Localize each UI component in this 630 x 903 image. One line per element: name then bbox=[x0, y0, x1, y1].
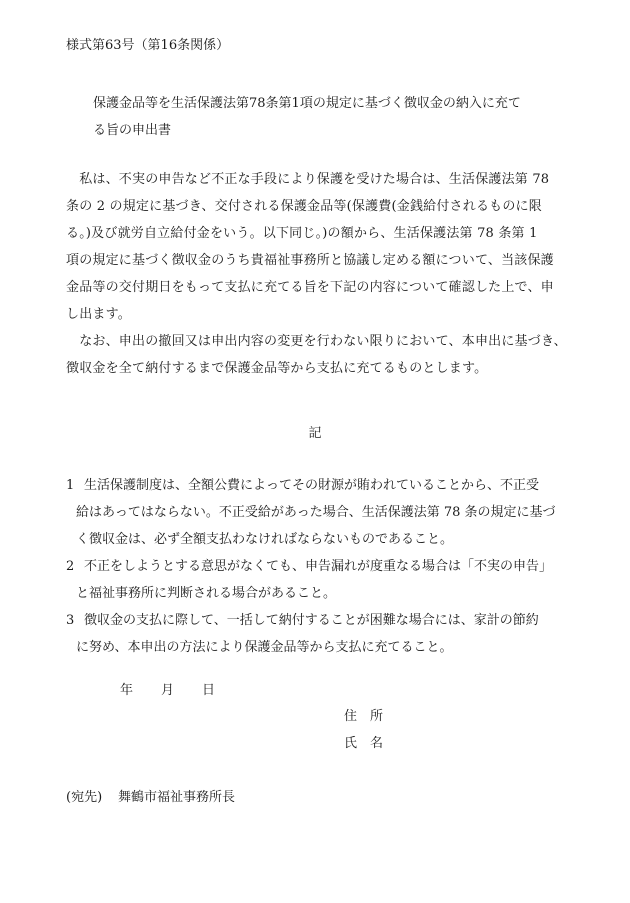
item-line: と福祉事務所に判断される場合があること。 bbox=[76, 586, 337, 601]
body-line: 私は、不実の申告など不正な手段により保護を受けた場合は、生活保護法第 78 bbox=[66, 172, 550, 187]
title-line-1: 保護金品等を生活保護法第78条第1項の規定に基づく徴収金の納入に充て bbox=[93, 96, 521, 111]
form-number: 様式第63号（第16条関係） bbox=[66, 38, 230, 53]
body-line: し出ます。 bbox=[66, 307, 131, 322]
date-day-label: 日 bbox=[202, 683, 216, 698]
date-field bbox=[120, 682, 215, 700]
conditions-list bbox=[66, 472, 571, 661]
body-line: 項の規定に基づく徴収金のうち貴福祉事務所と協議し定める額について、当該保護 bbox=[66, 253, 554, 268]
item-line: 不正をしようとする意思がなくても、申告漏れが度重なる場合は「不実の申告」 bbox=[84, 559, 553, 574]
document-title bbox=[93, 90, 563, 144]
body-line: 金品等の交付期日をもって支払に充てる旨を下記の内容について確認した上で、申 bbox=[66, 280, 554, 295]
addressee bbox=[66, 789, 235, 807]
item-number: 3 bbox=[66, 613, 75, 628]
addressee-value: 舞鶴市福祉事務所長 bbox=[118, 790, 236, 805]
item-line: に努め、本申出の方法により保護金品等から支払に充てること。 bbox=[76, 640, 453, 655]
body-line: る。)及び就労自立給付金をいう。以下同じ。)の額から、生活保護法第 78 条第 1 bbox=[66, 226, 538, 241]
address-label: 住 所 bbox=[344, 709, 384, 724]
condition-item-1 bbox=[66, 472, 571, 553]
addressee-label: (宛先) bbox=[66, 790, 103, 805]
item-number: 1 bbox=[66, 478, 75, 493]
body-line: 条の 2 の規定に基づき、交付される保護金品等(保護費(金銭給付されるものに限 bbox=[66, 199, 542, 214]
item-number: 2 bbox=[66, 559, 75, 574]
ki-heading: 記 bbox=[308, 426, 322, 441]
item-line: 生活保護制度は、全額公費によってその財源が賄われていることから、不正受 bbox=[84, 478, 540, 493]
item-line: く徴収金は、必ず全額支払わなければならないものであること。 bbox=[76, 532, 454, 547]
body-line: 徴収金を全て納付するまで保護金品等から支払に充てるものとします。 bbox=[66, 361, 488, 376]
body-line: なお、申出の撤回又は申出内容の変更を行わない限りにおいて、本申出に基づき、 bbox=[66, 334, 567, 349]
name-label: 氏 名 bbox=[344, 736, 384, 751]
item-line: 徴収金の支払に際して、一括して納付することが困難な場合には、家計の節約 bbox=[84, 613, 539, 628]
declaration-body bbox=[66, 166, 566, 382]
condition-item-2 bbox=[66, 553, 571, 607]
item-line: 給はあってはならない。不正受給があった場合、生活保護法第 78 条の規定に基づ bbox=[76, 505, 556, 520]
title-line-2: る旨の申出書 bbox=[93, 123, 172, 138]
date-year-label: 年 bbox=[120, 683, 134, 698]
date-month-label: 月 bbox=[161, 683, 175, 698]
condition-item-3 bbox=[66, 607, 571, 661]
